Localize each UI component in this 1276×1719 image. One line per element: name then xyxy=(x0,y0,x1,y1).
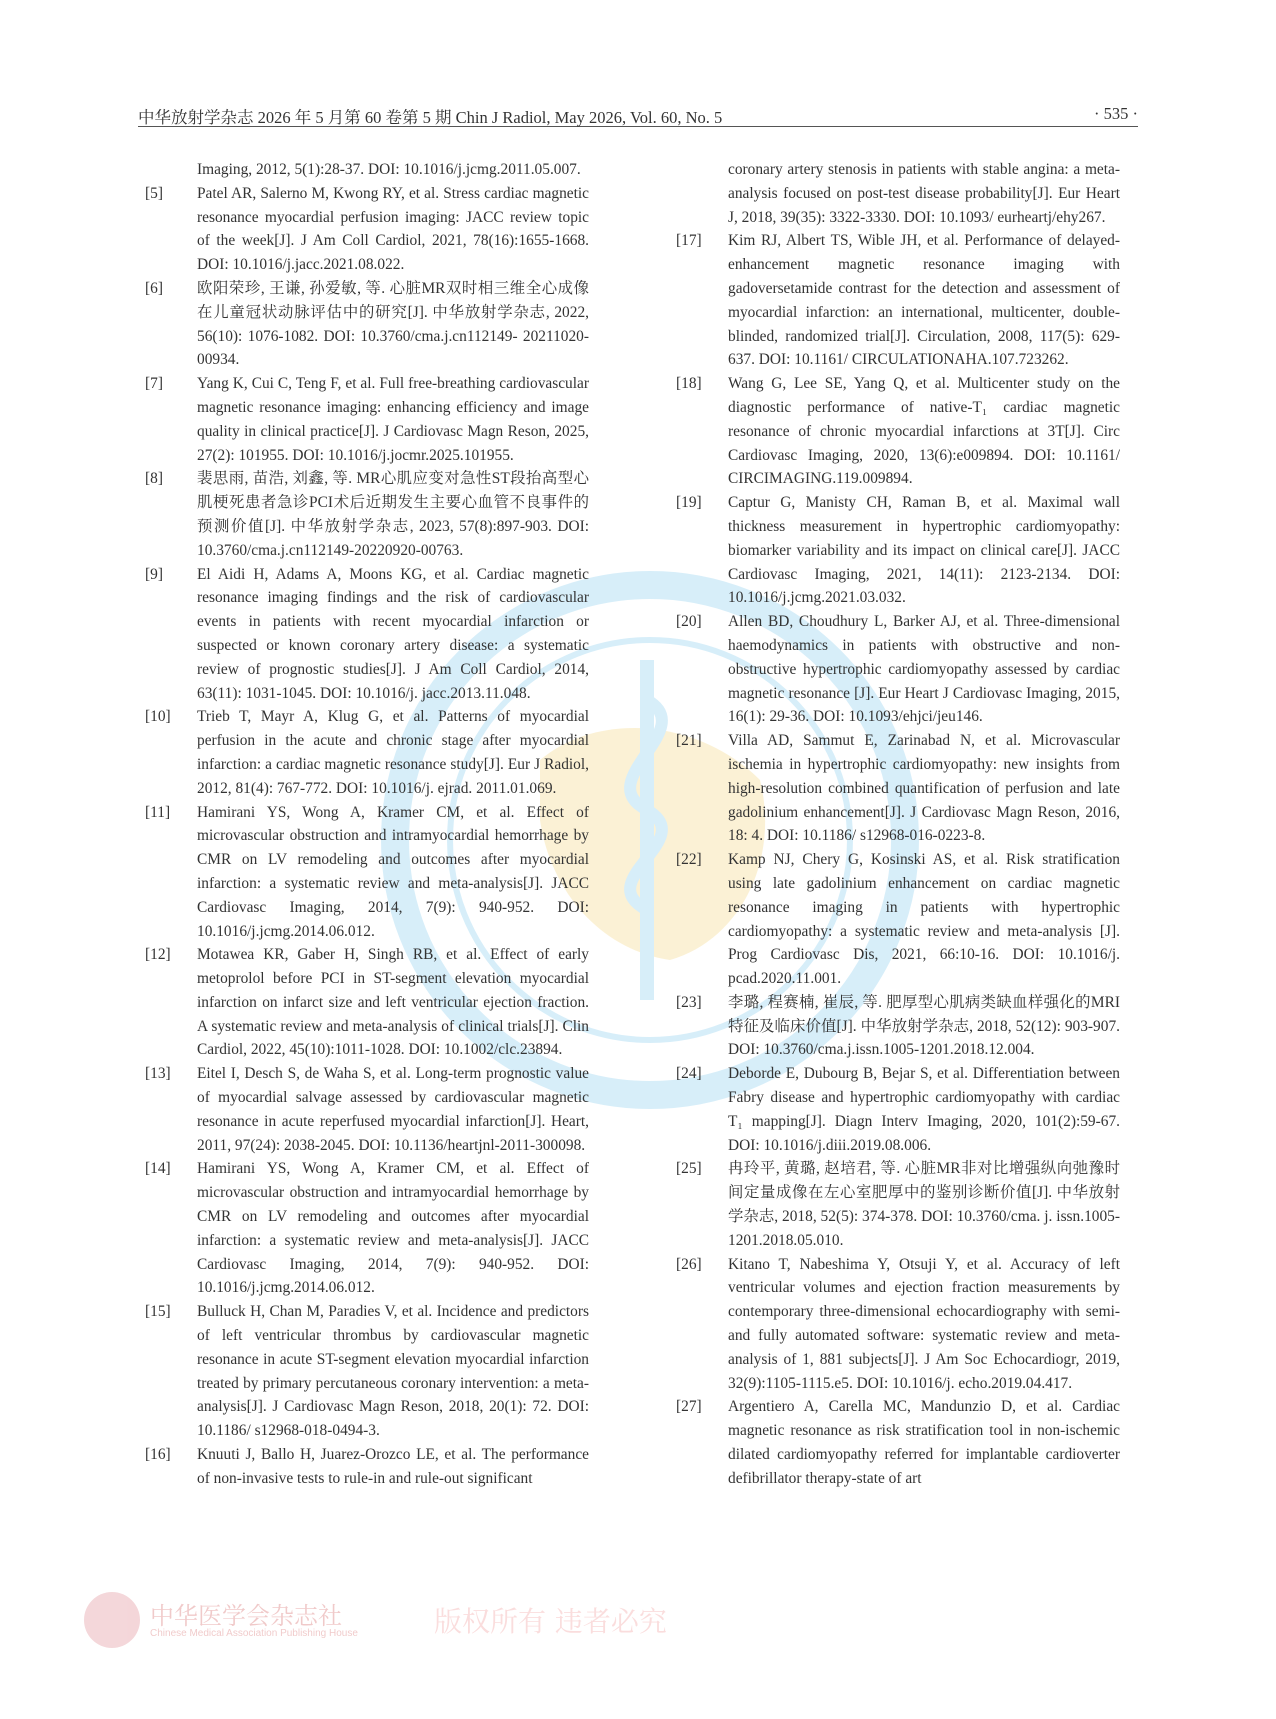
reference-number: [15] xyxy=(145,1303,171,1321)
reference-number: [10] xyxy=(145,708,171,726)
reference-text: Wang G, Lee SE, Yang Q, et al. Multicenter study on the diagnostic performance of native-T₁ cardiac magnetic resonance of chronic myocardial infarctions at 3T[J]. Circ Cardiovasc Imaging, 2020, 13(6):e009894. DOI: 10.1161/ CIRCIMAGING.119.009894. xyxy=(728,375,1120,488)
reference-number: [6] xyxy=(145,279,163,297)
reference-entry xyxy=(145,372,589,467)
reference-text: Hamirani YS, Wong A, Kramer CM, et al. Effect of microvascular obstruction and intramyocardial hemorrhage by CMR on LV remodeling and outcomes after myocardial infarction: a systematic review and meta-analysis[J]. JACC Cardiovasc Imaging, 2014, 7(9): 940-952. DOI: 10.1016/j.jcmg.2014.06.012. xyxy=(197,803,589,940)
reference-text: 李璐, 程赛楠, 崔辰, 等. 肥厚型心肌病类缺血样强化的MRI特征及临床价值[J]. 中华放射学杂志, 2018, 52(12): 903-907. DOI: 10.3760/cma.j.issn.1005-1201.2018.12.004. xyxy=(728,993,1120,1059)
reference-text: 裴思雨, 苗浩, 刘鑫, 等. MR心肌应变对急性ST段抬高型心肌梗死患者急诊PCI术后近期发生主要心血管不良事件的预测价值[J]. 中华放射学杂志, 2023, 57(8):897-903. DOI: 10.3760/cma.j.cn112149-20220920-00763. xyxy=(197,470,589,559)
reference-entry xyxy=(676,848,1120,991)
reference-text: Allen BD, Choudhury L, Barker AJ, et al. Three-dimensional haemodynamics in patients with obstructive and non-obstructive hypertrophic cardiomyopathy assessed by cardiac magnetic resonance [J]. Eur Heart J Cardiovasc Imaging, 2015, 16(1): 29-36. DOI: 10.1093/ehjci/jeu146. xyxy=(728,613,1120,726)
reference-number: [23] xyxy=(676,993,702,1011)
publisher-name-en: Chinese Medical Association Publishing House xyxy=(150,1628,358,1639)
reference-number: [9] xyxy=(145,565,163,583)
reference-number: [19] xyxy=(676,494,702,512)
reference-number: [22] xyxy=(676,851,702,869)
reference-number: [16] xyxy=(145,1446,171,1464)
reference-number: [20] xyxy=(676,613,702,631)
reference-entry xyxy=(145,467,589,562)
reference-text: 欧阳荣珍, 王谦, 孙爱敏, 等. 心脏MR双时相三维全心成像在儿童冠状动脉评估中的研究[J]. 中华放射学杂志, 2022, 56(10): 1076-1082. DOI: 10.3760/cma.j.cn112149- 20211020-00934. xyxy=(197,279,589,369)
running-header xyxy=(138,102,1138,127)
publisher-footer xyxy=(84,1590,667,1650)
reference-number: [21] xyxy=(676,732,702,750)
reference-entry xyxy=(145,1443,589,1491)
reference-entry xyxy=(676,1157,1120,1252)
reference-text: Bulluck H, Chan M, Paradies V, et al. Incidence and predictors of left ventricular thrombus by cardiovascular magnetic resonance in acute ST-segment elevation myocardial infarction treated by primary percutaneous coronary intervention: a meta-analysis[J]. J Cardiovasc Magn Reson, 2018, 20(1): 72. DOI: 10.1186/ s12968-018-0494-3. xyxy=(197,1303,589,1440)
reference-entry xyxy=(145,801,589,944)
reference-entry xyxy=(145,1062,589,1157)
reference-entry xyxy=(145,943,589,1062)
reference-text: Villa AD, Sammut E, Zarinabad N, et al. Microvascular ischemia in hypertrophic cardiomyopathy: new insights from high-resolution combined quantification of perfusion and late gadolinium enhancement[J]. J Cardiovasc Magn Reson, 2016, 18: 4. DOI: 10.1186/ s12968-016-0223-8. xyxy=(728,732,1120,845)
reference-text: Trieb T, Mayr A, Klug G, et al. Patterns of myocardial perfusion in the acute and chronic stage after myocardial infarction: a cardiac magnetic resonance study[J]. Eur J Radiol, 2012, 81(4): 767-772. DOI: 10.1016/j. ejrad. 2011.01.069. xyxy=(197,708,589,797)
reference-number: [24] xyxy=(676,1065,702,1083)
reference-text: coronary artery stenosis in patients with stable angina: a meta-analysis focused on post-test disease probability[J]. Eur Heart J, 2018, 39(35): 3322-3330. DOI: 10.1093/ eurheartj/ehy267. xyxy=(728,161,1120,226)
reference-text: Argentiero A, Carella MC, Mandunzio D, et al. Cardiac magnetic resonance as risk stratification tool in non-ischemic dilated cardiomyopathy referred for implantable cardioverter defibrillator therapy-state of art xyxy=(728,1398,1120,1487)
reference-text: Hamirani YS, Wong A, Kramer CM, et al. Effect of microvascular obstruction and intramyocardial hemorrhage by CMR on LV remodeling and outcomes after myocardial infarction: a systematic review and meta-analysis[J]. JACC Cardiovasc Imaging, 2014, 7(9): 940-952. DOI: 10.1016/j.jcmg.2014.06.012. xyxy=(197,1160,589,1297)
reference-entry xyxy=(145,563,589,706)
reference-entry xyxy=(145,1157,589,1300)
reference-number: [14] xyxy=(145,1160,171,1178)
journal-citation-line: 中华放射学杂志 2026 年 5 月第 60 卷第 5 期 Chin J Radiol, May 2026, Vol. 60, No. 5 xyxy=(138,108,723,127)
reference-column-left xyxy=(145,158,589,1491)
reference-number: [27] xyxy=(676,1398,702,1416)
reference-entry xyxy=(676,991,1120,1062)
reference-entry xyxy=(676,491,1120,610)
reference-text: Captur G, Manisty CH, Raman B, et al. Maximal wall thickness measurement in hypertrophic cardiomyopathy: biomarker variability and its impact on clinical care[J]. JACC Cardiovasc Imaging, 2021, 14(11): 2123-2134. DOI: 10.1016/j.jcmg.2021.03.032. xyxy=(728,494,1120,607)
reference-number: [12] xyxy=(145,946,171,964)
copyright-tagline: 版权所有 违者必究 xyxy=(434,1605,667,1638)
reference-entry xyxy=(676,1062,1120,1157)
reference-text: Yang K, Cui C, Teng F, et al. Full free-breathing cardiovascular magnetic resonance imaging: enhancing efficiency and image quality in clinical practice[J]. J Cardiovasc Magn Reson, 2025, 27(2): 101955. DOI: 10.1016/j.jocmr.2025.101955. xyxy=(197,375,589,464)
reference-text: Kitano T, Nabeshima Y, Otsuji Y, et al. Accuracy of left ventricular volumes and ejection fraction measurements by contemporary three-dimensional echocardiography with semi-and fully automated software: systematic review and meta-analysis of 1, 881 subjects[J]. J Am Soc Echocardiogr, 2019, 32(9):1105-1115.e5. DOI: 10.1016/j. echo.2019.04.417. xyxy=(728,1255,1120,1392)
reference-entry xyxy=(676,229,1120,372)
reference-text: 冉玲平, 黄璐, 赵培君, 等. 心脏MR非对比增强纵向弛豫时间定量成像在左心室肥厚中的鉴别诊断价值[J]. 中华放射学杂志, 2018, 52(5): 374-378. DOI: 10.3760/cma. j. issn.1005-1201.2018.05.010. xyxy=(728,1160,1120,1249)
reference-number: [11] xyxy=(145,803,171,821)
reference-number: [17] xyxy=(676,232,702,250)
reference-entry xyxy=(676,610,1120,729)
reference-entry xyxy=(145,1300,589,1443)
reference-entry xyxy=(676,158,1120,229)
publisher-name-cn: 中华医学会杂志社 xyxy=(150,1602,342,1630)
reference-number: [7] xyxy=(145,375,163,393)
reference-entry xyxy=(676,1253,1120,1396)
reference-text: Kamp NJ, Chery G, Kosinski AS, et al. Risk stratification using late gadolinium enhancement on cardiac magnetic resonance imaging in patients with hypertrophic cardiomyopathy: a systematic review and meta-analysis [J]. Prog Cardiovasc Dis, 2021, 66:10-16. DOI: 10.1016/j. pcad.2020.11.001. xyxy=(728,851,1120,988)
reference-text: Eitel I, Desch S, de Waha S, et al. Long-term prognostic value of myocardial salvage assessed by cardiovascular magnetic resonance in acute reperfused myocardial infarction[J]. Heart, 2011, 97(24): 2038-2045. DOI: 10.1136/heartjnl-2011-300098. xyxy=(197,1065,589,1154)
reference-entry xyxy=(145,158,589,182)
reference-text: Patel AR, Salerno M, Kwong RY, et al. Stress cardiac magnetic resonance myocardial perfusion imaging: JACC review topic of the week[J]. J Am Coll Cardiol, 2021, 78(16):1655-1668. DOI: 10.1016/j.jacc.2021.08.022. xyxy=(197,184,589,274)
reference-number: [25] xyxy=(676,1160,702,1178)
reference-text: Kim RJ, Albert TS, Wible JH, et al. Performance of delayed-enhancement magnetic resonance imaging with gadoversetamide contrast for the detection and assessment of myocardial infarction: an international, multicenter, double-blinded, randomized trial[J]. Circulation, 2008, 117(5): 629-637. DOI: 10.1161/ CIRCULATIONAHA.107.723262. xyxy=(728,232,1120,369)
reference-number: [8] xyxy=(145,470,163,488)
reference-entry xyxy=(145,182,589,277)
reference-column-right xyxy=(676,158,1120,1491)
reference-entry xyxy=(145,705,589,800)
reference-text: Imaging, 2012, 5(1):28-37. DOI: 10.1016/j.jcmg.2011.05.007. xyxy=(197,161,581,178)
reference-number: [26] xyxy=(676,1255,702,1273)
page-number: · 535 · xyxy=(1094,104,1138,123)
reference-number: [13] xyxy=(145,1065,171,1083)
publisher-seal-icon xyxy=(84,1592,140,1648)
reference-text: El Aidi H, Adams A, Moons KG, et al. Cardiac magnetic resonance imaging findings and the risk of cardiovascular events in patients with recent myocardial infarction or suspected or known coronary artery disease: a systematic review of prognostic studies[J]. J Am Coll Cardiol, 2014, 63(11): 1031-1045. DOI: 10.1016/j. jacc.2013.11.048. xyxy=(197,565,589,702)
reference-entry xyxy=(676,372,1120,491)
reference-text: Motawea KR, Gaber H, Singh RB, et al. Effect of early metoprolol before PCI in ST-segment elevation myocardial infarction on infarct size and left ventricular ejection fraction. A systematic review and meta-analysis of clinical trials[J]. Clin Cardiol, 2022, 45(10):1011-1028. DOI: 10.1002/clc.23894. xyxy=(197,946,589,1059)
reference-number: [18] xyxy=(676,375,702,393)
reference-number: [5] xyxy=(145,184,163,202)
reference-entry xyxy=(676,729,1120,848)
reference-entry xyxy=(676,1395,1120,1490)
reference-text: Knuuti J, Ballo H, Juarez-Orozco LE, et al. The performance of non-invasive tests to rule-in and rule-out significant xyxy=(197,1446,589,1487)
reference-entry xyxy=(145,277,589,372)
reference-text: Deborde E, Dubourg B, Bejar S, et al. Differentiation between Fabry disease and hypertrophic cardiomyopathy with cardiac T₁ mapping[J]. Diagn Interv Imaging, 2020, 101(2):59-67. DOI: 10.1016/j.diii.2019.08.006. xyxy=(728,1065,1120,1154)
